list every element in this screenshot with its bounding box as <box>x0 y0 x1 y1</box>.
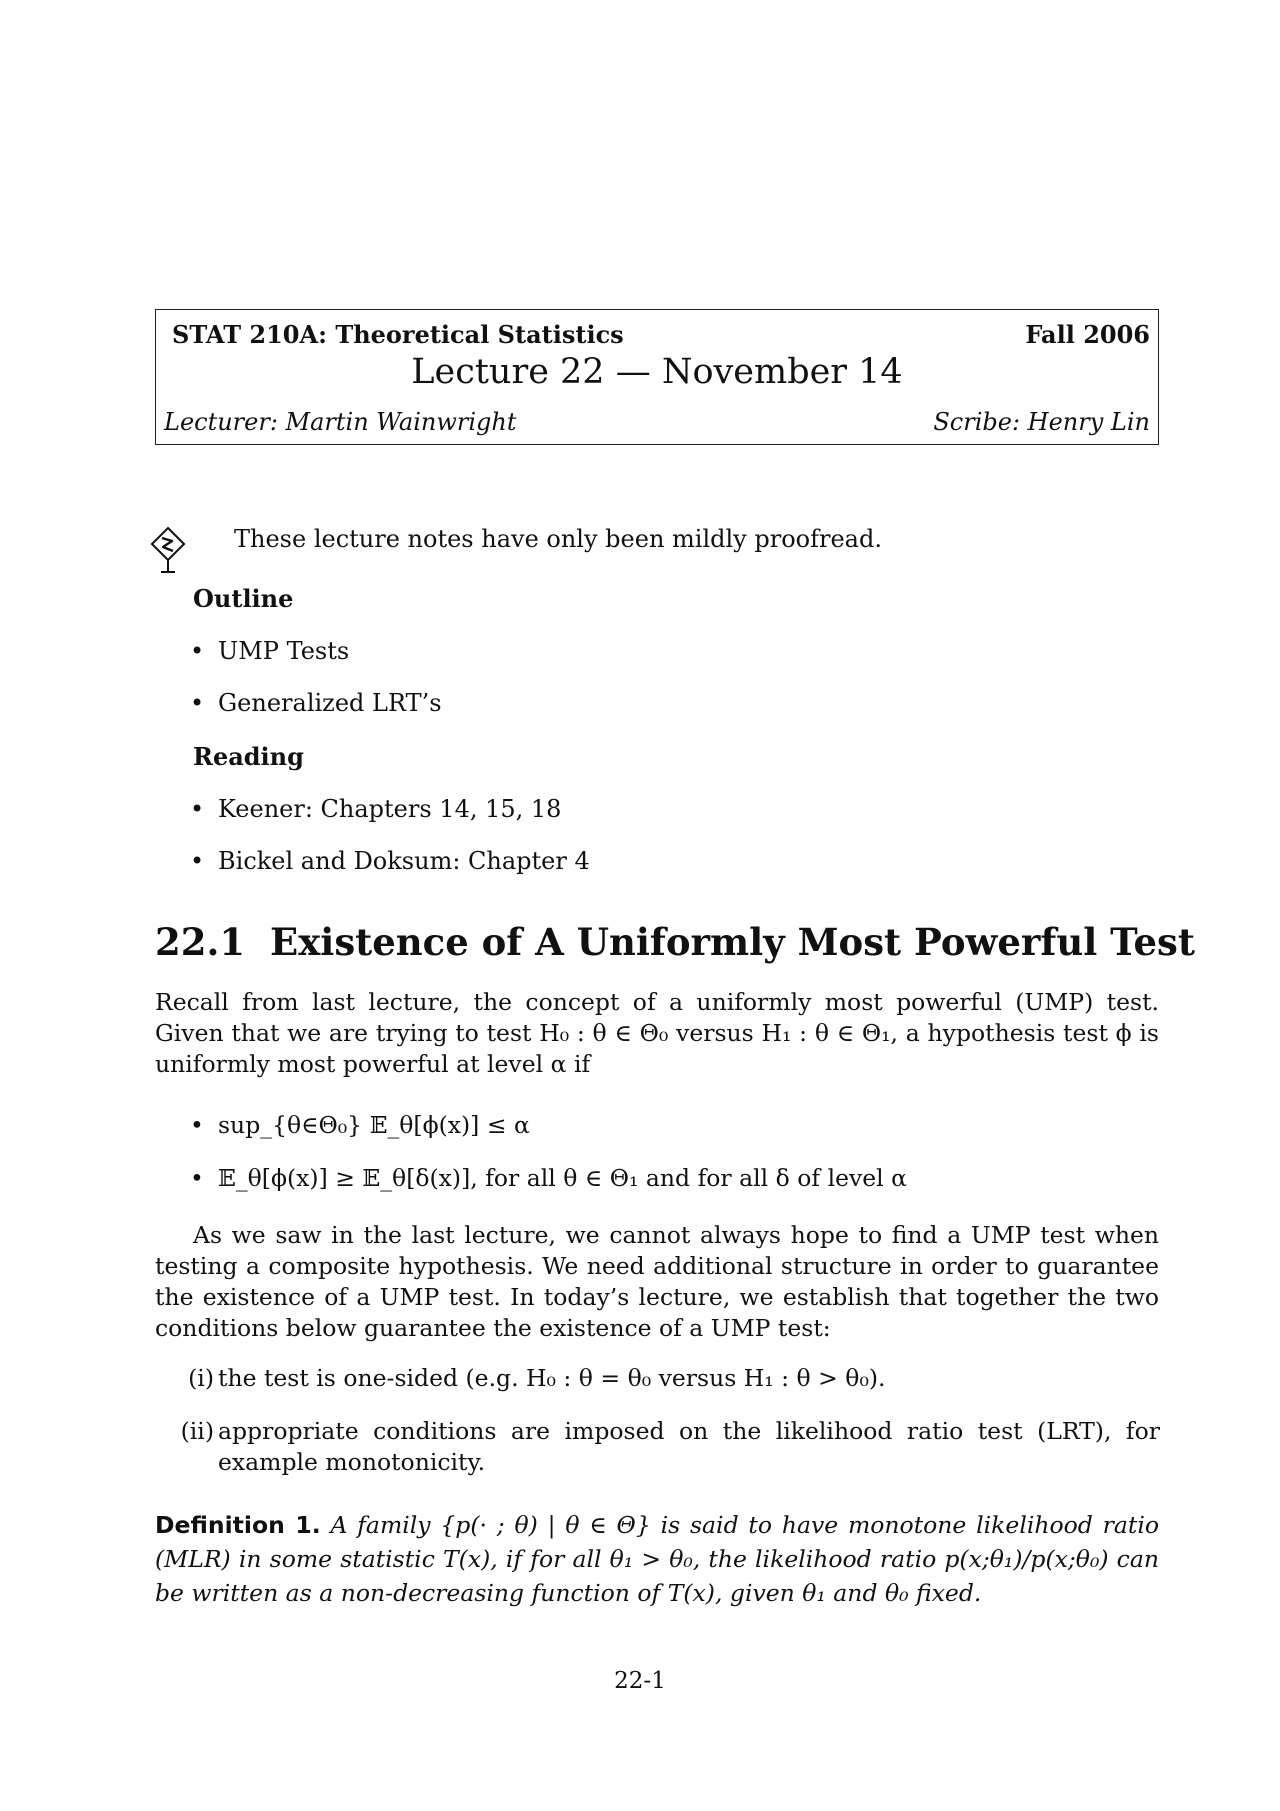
second-paragraph: As we saw in the last lecture, we cannot always hope to find a UMP test when testing a composite hypothesis. We need additional structure in order to guarantee the existence of a UMP test. In today’s lecture, we establish that together the two conditions below guarantee the existence of a UMP test: <box>155 1221 1159 1342</box>
reading-heading: Reading <box>193 742 304 771</box>
outline-list <box>190 636 442 740</box>
enum-label: (i) <box>188 1364 214 1392</box>
list-item: • UMP Tests <box>190 636 442 688</box>
list-item: • sup_{θ∈Θ₀} 𝔼_θ[ϕ(x)] ≤ α <box>190 1110 907 1163</box>
enum-label: (ii) <box>180 1417 214 1445</box>
list-item: • 𝔼_θ[ϕ(x)] ≥ 𝔼_θ[δ(x)], for all θ ∈ Θ₁ and for all δ of level α <box>190 1163 907 1216</box>
definition-label: Definition 1. <box>155 1511 321 1539</box>
outline-heading: Outline <box>193 584 294 613</box>
definition-block <box>155 1508 1159 1610</box>
list-item: • Generalized LRT’s <box>190 688 442 740</box>
list-item: • Bickel and Doksum: Chapter 4 <box>190 846 590 898</box>
list-item: • Keener: Chapters 14, 15, 18 <box>190 794 590 846</box>
section-title: Existence of A Uniformly Most Powerful Test <box>270 920 1195 964</box>
enum-text: the test is one-sided (e.g. H₀ : θ = θ₀ versus H₁ : θ > θ₀). <box>218 1364 886 1392</box>
definition-body: A family {p(· ; θ) | θ ∈ Θ} is said to have monotone likelihood ratio (MLR) in some statistic T(x), if for all θ₁ > θ₀, the likelihood ratio p(x;θ₁)/p(x;θ₀) can be written as a non-decreasing function of T(x), given θ₁ and θ₀ fixed. <box>155 1511 1159 1607</box>
dangerous-bend-icon <box>150 526 186 574</box>
page-number: 22-1 <box>614 1668 666 1694</box>
course-title: STAT 210A: Theoretical Statistics <box>172 320 624 349</box>
section-heading <box>155 920 1195 964</box>
term-label: Fall 2006 <box>1025 320 1150 349</box>
lecture-header-box <box>155 309 1159 445</box>
enum-text: appropriate conditions are imposed on the likelihood ratio test (LRT), for example monotonicity. <box>218 1417 1160 1476</box>
proofread-warning: These lecture notes have only been mildly proofread. <box>234 525 882 553</box>
scribe-label: Scribe: Henry Lin <box>933 408 1150 436</box>
enum-item <box>170 1363 1160 1394</box>
lecture-title: Lecture 22 — November 14 <box>411 352 903 392</box>
ump-conditions-list <box>190 1110 907 1216</box>
intro-paragraph: Recall from last lecture, the concept of a uniformly most powerful (UMP) test. Given that we are trying to test H₀ : θ ∈ Θ₀ versus H₁ : θ ∈ Θ₁, a hypothesis test ϕ is uniformly most powerful at level α if <box>155 988 1159 1078</box>
enum-item <box>170 1416 1160 1478</box>
section-number: 22.1 <box>155 920 246 964</box>
lecturer-label: Lecturer: Martin Wainwright <box>164 408 517 436</box>
reading-list <box>190 794 590 898</box>
